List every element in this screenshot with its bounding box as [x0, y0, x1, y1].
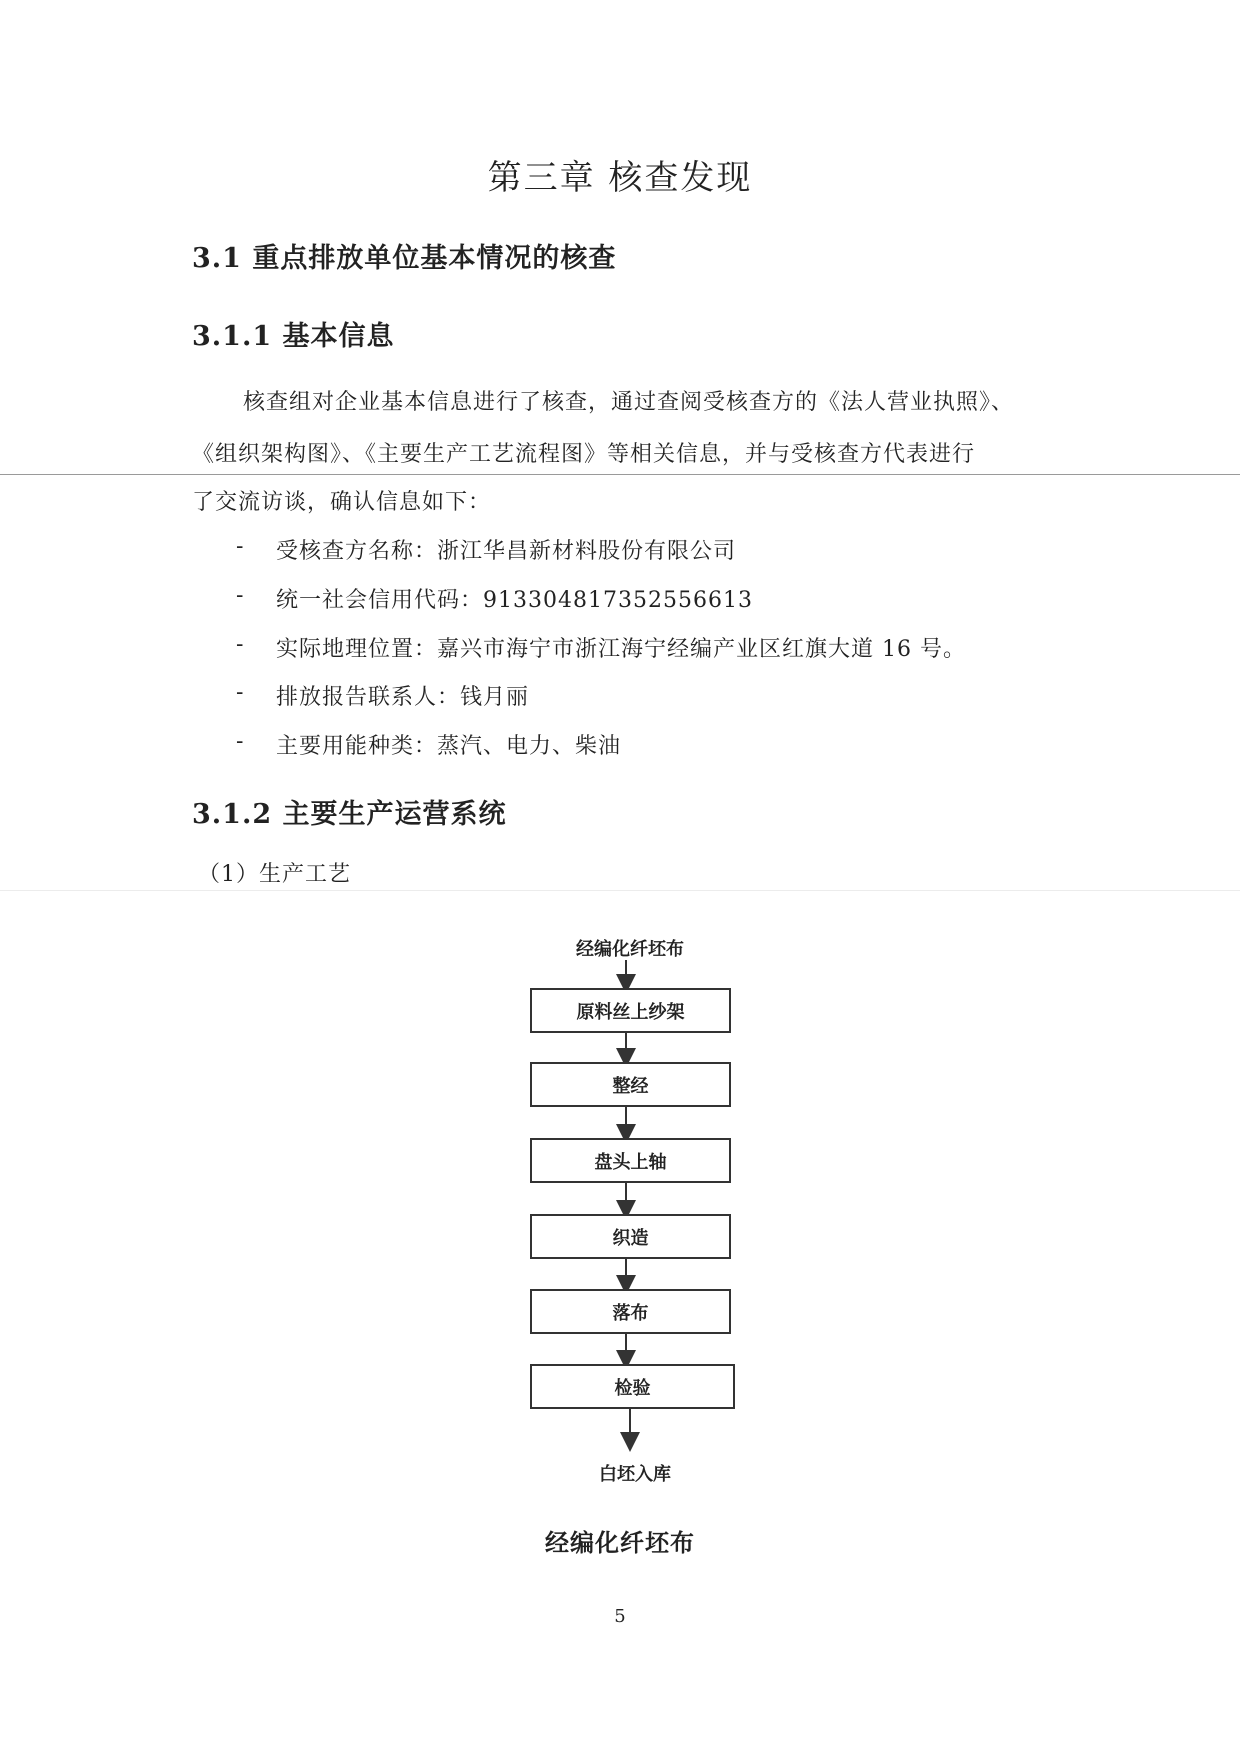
figure-caption: 经编化纤坯布: [545, 1528, 695, 1557]
bullet-dash: -: [236, 534, 245, 559]
flow-step-5: 落布: [530, 1289, 731, 1334]
page-number: 5: [614, 1606, 626, 1627]
subsection-production-process: （1）生产工艺: [198, 862, 351, 887]
bullet-text: 排放报告联系人：钱月丽: [276, 685, 530, 710]
intro-paragraph-line-2: 《组织架构图》、《主要生产工艺流程图》等相关信息，并与受核查方代表进行: [192, 442, 976, 467]
flow-output-label: 白坯入库: [599, 1464, 671, 1485]
bullet-text: 统一社会信用代码：913304817352556613: [276, 588, 753, 613]
flow-step-4: 织造: [530, 1214, 731, 1259]
intro-paragraph-line-3: 了交流访谈，确认信息如下：: [192, 490, 492, 515]
flow-step-3: 盘头上轴: [530, 1138, 731, 1183]
bullet-dash: -: [236, 583, 245, 608]
bullet-text: 实际地理位置：嘉兴市海宁市浙江海宁经编产业区红旗大道 16 号。: [276, 637, 966, 662]
flow-step-2: 整经: [530, 1062, 731, 1107]
section-heading-3-1: 3.1 重点排放单位基本情况的核查: [192, 243, 617, 274]
flow-step-6: 检验: [530, 1364, 735, 1409]
section-heading-3-1-2: 3.1.2 主要生产运营系统: [192, 799, 507, 830]
flow-step-1: 原料丝上纱架: [530, 988, 731, 1033]
flow-input-label: 经编化纤坯布: [576, 939, 684, 960]
bullet-dash: -: [236, 680, 245, 705]
bullet-text: 主要用能种类：蒸汽、电力、柴油: [276, 734, 622, 759]
chapter-title: 第三章 核查发现: [487, 158, 753, 198]
bullet-dash: -: [236, 632, 245, 657]
bullet-dash: -: [236, 729, 245, 754]
section-heading-3-1-1: 3.1.1 基本信息: [192, 321, 395, 352]
intro-paragraph-line-1: 核查组对企业基本信息进行了核查，通过查阅受核查方的《法人营业执照》、: [243, 390, 1015, 415]
bullet-text: 受核查方名称：浙江华昌新材料股份有限公司: [276, 539, 737, 564]
